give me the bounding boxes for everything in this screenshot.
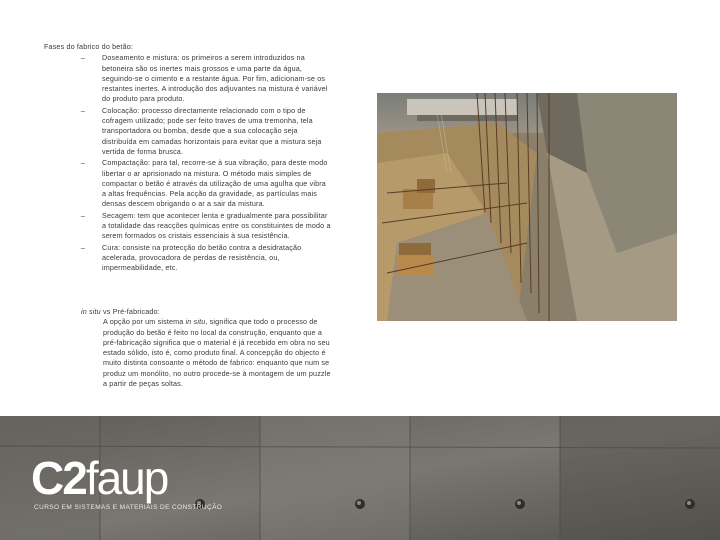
- logo-c2: C2: [31, 452, 86, 504]
- insitu-heading-rest: vs Pré-fabricado:: [100, 307, 160, 316]
- insitu-term: in situ: [81, 307, 101, 316]
- insitu-text-2: , significa que todo o processo de produção do betão é feito no local da construção, enquanto que a pré-fabricação significa que o material é já recebido em obra no seu estado sólido, isto é, como produto final. A concepção do objecto é muito distinta consoante o método de fabrico: enquanto que num se produz um monólito, no outro procede-se à montagem de um puzzle a partir de peças soltas.: [103, 317, 331, 389]
- list-item-text: Cura: consiste na protecção do betão contra a desidratação acelerada, provocadora de perdas de resistência, ou, impermeabilidade, etc.: [102, 242, 302, 273]
- list-dash: –: [80, 158, 86, 168]
- list-item: [64, 243, 334, 274]
- logo-faup: faup: [85, 452, 168, 504]
- fabrico-heading: Fases do fabrico do betão:: [44, 42, 134, 51]
- fabrico-section: [44, 42, 334, 275]
- list-dash: –: [80, 242, 86, 252]
- construction-site-photo: [377, 93, 677, 321]
- list-item-text: Doseamento e mistura: os primeiros a serem introduzidos na betoneira são os inertes mais grossos e uma parte da água, seguindo-se o cimento e a restante água. Por fim, adicionam-se os restantes inertes. A introdução dos adjuvantes na mistura é variável do produto para produto.: [102, 53, 328, 104]
- insitu-paragraph: [103, 317, 331, 389]
- list-item: [64, 106, 334, 157]
- list-item-text: Secagem: tem que acontecer lenta e gradualmente para possibilitar a totalidade das reacções químicas entre os constituintes de modo a serem formados os cristais essenciais à sua resistência.: [102, 210, 331, 241]
- list-dash: –: [80, 53, 86, 63]
- logo-tagline: CURSO EM SISTEMAS E MATERIAIS DE CONSTRUÇÃO: [34, 504, 223, 511]
- c2faup-logo: [31, 452, 168, 504]
- list-item: [64, 158, 334, 209]
- insitu-term-inline: in situ: [185, 317, 206, 327]
- list-item: [64, 211, 334, 242]
- list-dash: –: [80, 210, 86, 220]
- insitu-text-1: A opção por um sistema: [103, 317, 186, 327]
- list-dash: –: [80, 105, 86, 115]
- insitu-heading: [81, 307, 331, 317]
- list-item: [64, 53, 334, 104]
- insitu-section: [81, 307, 331, 389]
- list-item-text: Compactação: para tal, recorre-se à sua vibração, para deste modo libertar o ar aprisionado na mistura. O método mais simples de compactar o betão é através da utilização de uma agulha que vibra a altas frequências. Pela acção da gravidade, as partículas mais densas descem obrigando o ar a sair da mistura.: [102, 158, 328, 209]
- list-item-text: Colocação: processo directamente relacionado com o tipo de cofragem utilizado; pode ser feito traves de uma tremonha, tela transportadora ou bomba, desde que a sua colocação seja distribuída em camadas horizontais para evitar que a mistura seja vertida de forma brusca.: [102, 105, 322, 156]
